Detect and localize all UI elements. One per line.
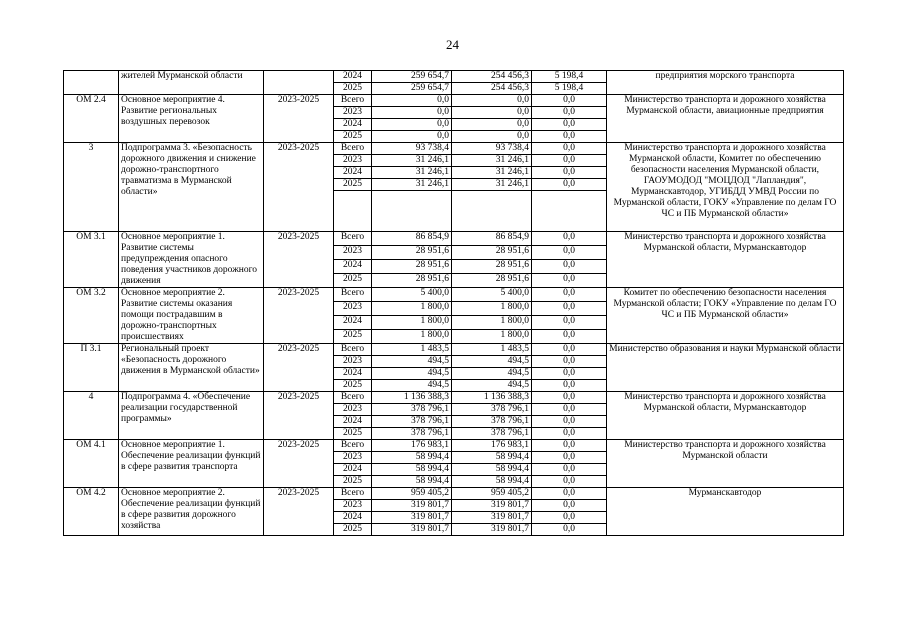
regional-cell: 176 983,1 xyxy=(452,440,532,452)
other-cell: 0,0 xyxy=(532,488,607,500)
table-row xyxy=(64,288,844,302)
other-cell: 0,0 xyxy=(532,179,607,191)
other-cell: 0,0 xyxy=(532,368,607,380)
total-cell: 31 246,1 xyxy=(372,179,452,191)
regional-cell: 31 246,1 xyxy=(452,155,532,167)
period-cell: 2023-2025 xyxy=(264,143,334,232)
year-cell: 2025 xyxy=(334,330,372,344)
year-cell: 2023 xyxy=(334,500,372,512)
other-cell: 0,0 xyxy=(532,404,607,416)
other-cell: 0,0 xyxy=(532,232,607,246)
other-cell: 0,0 xyxy=(532,155,607,167)
year-cell: 2025 xyxy=(334,179,372,191)
code-cell: 4 xyxy=(64,392,119,440)
empty-cell xyxy=(334,191,372,232)
total-cell: 58 994,4 xyxy=(372,476,452,488)
year-cell: 2024 xyxy=(334,167,372,179)
other-cell: 0,0 xyxy=(532,302,607,316)
measure-name: жителей Мурманской области xyxy=(119,71,264,95)
regional-cell: 319 801,7 xyxy=(452,524,532,536)
regional-cell: 0,0 xyxy=(452,131,532,143)
period-cell: 2023-2025 xyxy=(264,440,334,488)
executor-cell: Министерство транспорта и дорожного хозяйства Мурманской области, Комитет по обеспечению безопасности населения Мурманской области, ГАОУМОДОД "МОЦДОД "Лапландия", Мурманскавтодор, УГИБДД УМВД России по Мурманской области, ГОКУ «Управление по делам ГО ЧС и ПБ Мурманской области» xyxy=(607,143,844,232)
other-cell: 0,0 xyxy=(532,500,607,512)
table-row xyxy=(64,440,844,452)
total-cell: 0,0 xyxy=(372,131,452,143)
code-cell: ОМ 3.1 xyxy=(64,232,119,288)
total-cell: 0,0 xyxy=(372,95,452,107)
table-row xyxy=(64,488,844,500)
total-cell: 28 951,6 xyxy=(372,246,452,260)
executor-cell: Министерство транспорта и дорожного хозяйства Мурманской области, Мурманскавтодор xyxy=(607,392,844,440)
year-cell: Всего xyxy=(334,488,372,500)
total-cell: 259 654,7 xyxy=(372,83,452,95)
regional-cell: 1 800,0 xyxy=(452,302,532,316)
other-cell: 0,0 xyxy=(532,119,607,131)
other-cell: 0,0 xyxy=(532,316,607,330)
total-cell: 319 801,7 xyxy=(372,500,452,512)
regional-cell: 31 246,1 xyxy=(452,179,532,191)
other-cell: 0,0 xyxy=(532,131,607,143)
period-cell: 2023-2025 xyxy=(264,288,334,344)
code-cell: ОМ 4.2 xyxy=(64,488,119,536)
year-cell: 2024 xyxy=(334,71,372,83)
measure-name: Основное мероприятие 1. Развитие системы предупреждения опасного поведения участников дорожного движения xyxy=(119,232,264,288)
other-cell: 0,0 xyxy=(532,428,607,440)
other-cell: 0,0 xyxy=(532,288,607,302)
regional-cell: 58 994,4 xyxy=(452,464,532,476)
year-cell: Всего xyxy=(334,288,372,302)
year-cell: 2023 xyxy=(334,107,372,119)
code-cell: ОМ 4.1 xyxy=(64,440,119,488)
other-cell: 0,0 xyxy=(532,440,607,452)
executor-cell: Министерство транспорта и дорожного хозяйства Мурманской области xyxy=(607,440,844,488)
regional-cell: 28 951,6 xyxy=(452,274,532,288)
total-cell: 0,0 xyxy=(372,107,452,119)
total-cell: 58 994,4 xyxy=(372,452,452,464)
empty-cell xyxy=(452,191,532,232)
total-cell: 31 246,1 xyxy=(372,155,452,167)
page-number: 24 xyxy=(446,37,459,52)
table-row xyxy=(64,392,844,404)
year-cell: Всего xyxy=(334,143,372,155)
year-cell: 2023 xyxy=(334,452,372,464)
year-cell: Всего xyxy=(334,392,372,404)
total-cell: 319 801,7 xyxy=(372,524,452,536)
regional-cell: 28 951,6 xyxy=(452,260,532,274)
total-cell: 1 800,0 xyxy=(372,330,452,344)
regional-cell: 0,0 xyxy=(452,95,532,107)
year-cell: 2023 xyxy=(334,404,372,416)
other-cell: 0,0 xyxy=(532,95,607,107)
regional-cell: 378 796,1 xyxy=(452,404,532,416)
total-cell: 319 801,7 xyxy=(372,512,452,524)
empty-cell xyxy=(532,191,607,232)
regional-cell: 1 800,0 xyxy=(452,316,532,330)
regional-cell: 93 738,4 xyxy=(452,143,532,155)
year-cell: 2024 xyxy=(334,119,372,131)
total-cell: 378 796,1 xyxy=(372,428,452,440)
year-cell: 2024 xyxy=(334,464,372,476)
total-cell: 86 854,9 xyxy=(372,232,452,246)
other-cell: 0,0 xyxy=(532,107,607,119)
regional-cell: 319 801,7 xyxy=(452,512,532,524)
other-cell: 0,0 xyxy=(532,380,607,392)
total-cell: 959 405,2 xyxy=(372,488,452,500)
year-cell: Всего xyxy=(334,232,372,246)
period-cell: 2023-2025 xyxy=(264,488,334,536)
executor-cell: Мурманскавтодор xyxy=(607,488,844,536)
regional-cell: 378 796,1 xyxy=(452,416,532,428)
regional-cell: 319 801,7 xyxy=(452,500,532,512)
other-cell: 0,0 xyxy=(532,392,607,404)
regional-cell: 58 994,4 xyxy=(452,452,532,464)
other-cell: 0,0 xyxy=(532,167,607,179)
total-cell: 1 483,5 xyxy=(372,344,452,356)
regional-cell: 31 246,1 xyxy=(452,167,532,179)
total-cell: 5 400,0 xyxy=(372,288,452,302)
regional-cell: 5 400,0 xyxy=(452,288,532,302)
other-cell: 0,0 xyxy=(532,452,607,464)
total-cell: 0,0 xyxy=(372,119,452,131)
table-row xyxy=(64,344,844,356)
year-cell: 2025 xyxy=(334,131,372,143)
year-cell: 2023 xyxy=(334,155,372,167)
regional-cell: 494,5 xyxy=(452,380,532,392)
other-cell: 0,0 xyxy=(532,260,607,274)
year-cell: Всего xyxy=(334,440,372,452)
year-cell: 2024 xyxy=(334,260,372,274)
table-row xyxy=(64,71,844,83)
period-cell: 2023-2025 xyxy=(264,392,334,440)
table-body xyxy=(64,71,844,536)
total-cell: 93 738,4 xyxy=(372,143,452,155)
other-cell: 0,0 xyxy=(532,464,607,476)
year-cell: Всего xyxy=(334,95,372,107)
measure-name: Подпрограмма 3. «Безопасность дорожного движения и снижение дорожно-транспортного травматизма в Мурманской области» xyxy=(119,143,264,232)
other-cell: 5 198,4 xyxy=(532,71,607,83)
year-cell: 2024 xyxy=(334,368,372,380)
total-cell: 1 800,0 xyxy=(372,316,452,330)
period-cell: 2023-2025 xyxy=(264,232,334,288)
regional-cell: 254 456,3 xyxy=(452,71,532,83)
table-row xyxy=(64,143,844,155)
executor-cell: Министерство транспорта и дорожного хозяйства Мурманской области, Мурманскавтодор xyxy=(607,232,844,288)
regional-cell: 1 136 388,3 xyxy=(452,392,532,404)
total-cell: 259 654,7 xyxy=(372,71,452,83)
total-cell: 58 994,4 xyxy=(372,464,452,476)
code-cell: ОМ 3.2 xyxy=(64,288,119,344)
regional-cell: 86 854,9 xyxy=(452,232,532,246)
year-cell: 2025 xyxy=(334,274,372,288)
total-cell: 494,5 xyxy=(372,380,452,392)
other-cell: 0,0 xyxy=(532,512,607,524)
other-cell: 0,0 xyxy=(532,524,607,536)
regional-cell: 959 405,2 xyxy=(452,488,532,500)
empty-cell xyxy=(372,191,452,232)
year-cell: 2025 xyxy=(334,380,372,392)
executor-cell: Министерство образования и науки Мурманской области xyxy=(607,344,844,392)
table-row xyxy=(64,95,844,107)
regional-cell: 494,5 xyxy=(452,368,532,380)
total-cell: 378 796,1 xyxy=(372,404,452,416)
other-cell: 0,0 xyxy=(532,143,607,155)
measure-name: Основное мероприятие 4. Развитие региональных воздушных перевозок xyxy=(119,95,264,143)
table-row xyxy=(64,232,844,246)
period-cell: 2023-2025 xyxy=(264,344,334,392)
regional-cell: 0,0 xyxy=(452,119,532,131)
year-cell: 2025 xyxy=(334,83,372,95)
total-cell: 1 136 388,3 xyxy=(372,392,452,404)
year-cell: 2024 xyxy=(334,512,372,524)
executor-cell: Комитет по обеспечению безопасности населения Мурманской области; ГОКУ «Управление по делам ГО ЧС и ПБ Мурманской области» xyxy=(607,288,844,344)
measure-name: Подпрограмма 4. «Обеспечение реализации государственной программы» xyxy=(119,392,264,440)
other-cell: 0,0 xyxy=(532,356,607,368)
total-cell: 31 246,1 xyxy=(372,167,452,179)
budget-table xyxy=(63,70,844,536)
year-cell: 2025 xyxy=(334,476,372,488)
year-cell: 2023 xyxy=(334,356,372,368)
measure-name: Региональный проект «Безопасность дорожного движения в Мурманской области» xyxy=(119,344,264,392)
period-cell xyxy=(264,71,334,95)
total-cell: 28 951,6 xyxy=(372,274,452,288)
code-cell: ОМ 2.4 xyxy=(64,95,119,143)
regional-cell: 0,0 xyxy=(452,107,532,119)
year-cell: 2024 xyxy=(334,316,372,330)
measure-name: Основное мероприятие 2. Развитие системы оказания помощи пострадавшим в дорожно-транспортных происшествиях xyxy=(119,288,264,344)
year-cell: 2025 xyxy=(334,524,372,536)
year-cell: Всего xyxy=(334,344,372,356)
regional-cell: 254 456,3 xyxy=(452,83,532,95)
total-cell: 378 796,1 xyxy=(372,416,452,428)
year-cell: 2023 xyxy=(334,246,372,260)
other-cell: 0,0 xyxy=(532,330,607,344)
regional-cell: 494,5 xyxy=(452,356,532,368)
total-cell: 494,5 xyxy=(372,356,452,368)
measure-name: Основное мероприятие 1. Обеспечение реализации функций в сфере развития транспорта xyxy=(119,440,264,488)
year-cell: 2023 xyxy=(334,302,372,316)
other-cell: 5 198,4 xyxy=(532,83,607,95)
year-cell: 2025 xyxy=(334,428,372,440)
total-cell: 494,5 xyxy=(372,368,452,380)
code-cell: 3 xyxy=(64,143,119,232)
total-cell: 176 983,1 xyxy=(372,440,452,452)
other-cell: 0,0 xyxy=(532,274,607,288)
regional-cell: 58 994,4 xyxy=(452,476,532,488)
regional-cell: 1 800,0 xyxy=(452,330,532,344)
regional-cell: 28 951,6 xyxy=(452,246,532,260)
other-cell: 0,0 xyxy=(532,476,607,488)
code-cell xyxy=(64,71,119,95)
regional-cell: 378 796,1 xyxy=(452,428,532,440)
regional-cell: 1 483,5 xyxy=(452,344,532,356)
other-cell: 0,0 xyxy=(532,344,607,356)
executor-cell: Министерство транспорта и дорожного хозяйства Мурманской области, авиационные предприятия xyxy=(607,95,844,143)
measure-name: Основное мероприятие 2. Обеспечение реализации функций в сфере развития дорожного хозяйства xyxy=(119,488,264,536)
year-cell: 2024 xyxy=(334,416,372,428)
executor-cell: предприятия морского транспорта xyxy=(607,71,844,95)
total-cell: 28 951,6 xyxy=(372,260,452,274)
period-cell: 2023-2025 xyxy=(264,95,334,143)
other-cell: 0,0 xyxy=(532,246,607,260)
other-cell: 0,0 xyxy=(532,416,607,428)
code-cell: П 3.1 xyxy=(64,344,119,392)
total-cell: 1 800,0 xyxy=(372,302,452,316)
